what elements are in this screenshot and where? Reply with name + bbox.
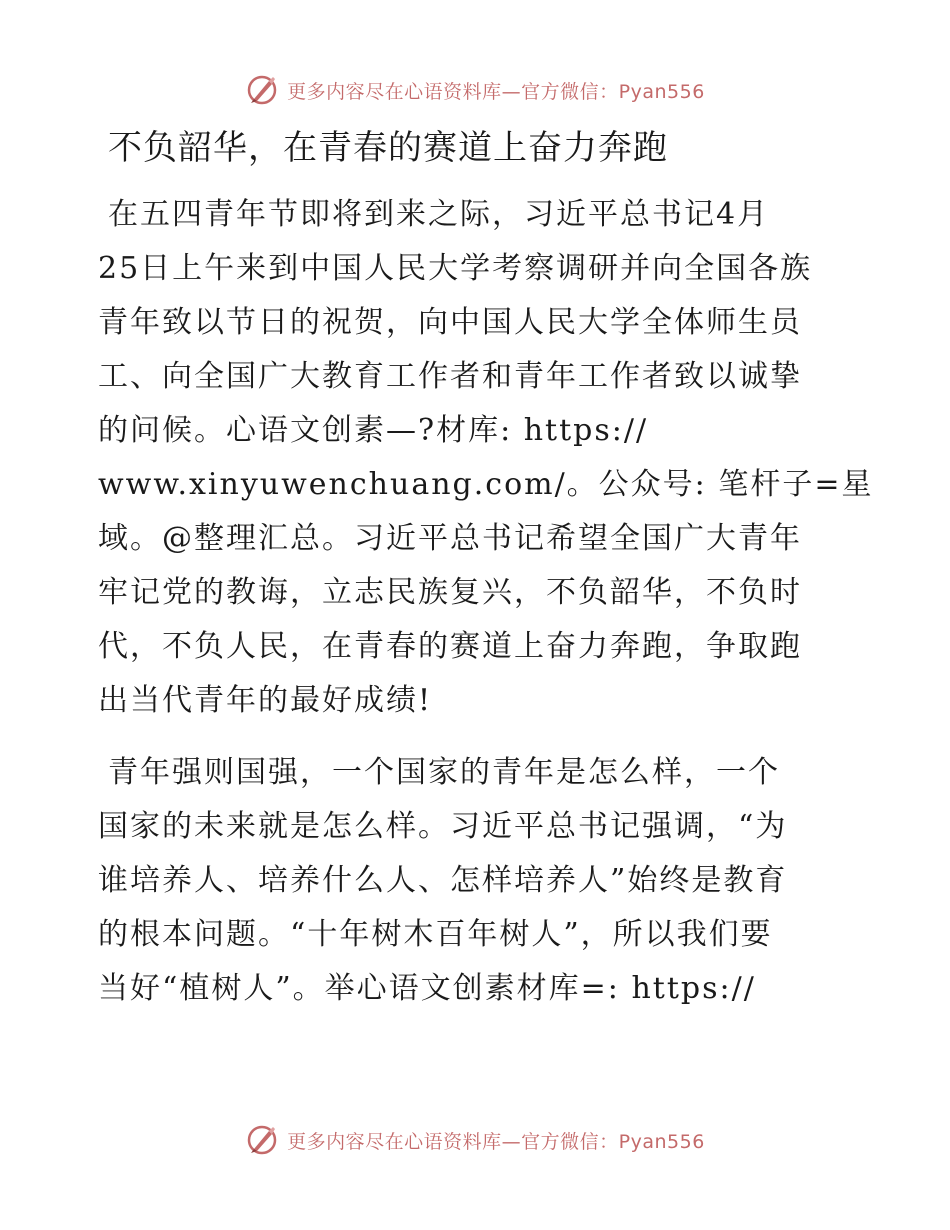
paragraph-line: 当好“植树人”。举心语文创素材库=: https:// (98, 971, 756, 1006)
paragraph-line: 青年强则国强，一个国家的青年是怎么样，一个 (108, 755, 780, 790)
paragraph-line: 工、向全国广大教育工作者和青年工作者致以诚挚 (98, 359, 802, 394)
paragraph-line: 牢记党的教诲，立志民族复兴，不负韶华，不负时 (98, 575, 802, 610)
footer-watermark (0, 1118, 950, 1162)
paragraph-1 (98, 188, 874, 728)
paragraph-line: 的问候。心语文创素—?材库: https:// (98, 413, 649, 448)
paragraph-line: 25日上午来到中国人民大学考察调研并向全国各族 (98, 251, 813, 286)
paragraph-line: 在五四青年节即将到来之际，习近平总书记4月 (108, 197, 770, 232)
paragraph-line: 青年致以节日的祝贺，向中国人民大学全体师生员 (98, 305, 802, 340)
document-body (98, 122, 874, 1034)
paragraph-line: 域。@整理汇总。习近平总书记希望全国广大青年 (98, 521, 802, 556)
paragraph-line: 谁培养人、培养什么人、怎样培养人”始终是教育 (98, 863, 788, 898)
quill-pen-logo-icon (245, 1123, 279, 1157)
watermark-text: 更多内容尽在心语资料库—官方微信：Pyan556 (287, 80, 705, 103)
paragraph-line: 的根本问题。“十年树木百年树人”，所以我们要 (98, 917, 773, 952)
paragraph-line: 出当代青年的最好成绩! (98, 683, 433, 718)
quill-pen-logo-icon (245, 73, 279, 107)
document-title: 不负韶华，在青春的赛道上奋力奔跑 (108, 128, 668, 168)
header-watermark (0, 68, 950, 112)
paragraph-line: www.xinyuwenchuang.com/。公众号: 笔杆子=星 (98, 467, 874, 502)
paragraph-line: 代，不负人民，在青春的赛道上奋力奔跑，争取跑 (98, 629, 802, 664)
paragraph-line: 国家的未来就是怎么样。习近平总书记强调，“为 (98, 809, 788, 844)
paragraph-2 (98, 746, 858, 1016)
watermark-text: 更多内容尽在心语资料库—官方微信：Pyan556 (287, 1130, 705, 1153)
